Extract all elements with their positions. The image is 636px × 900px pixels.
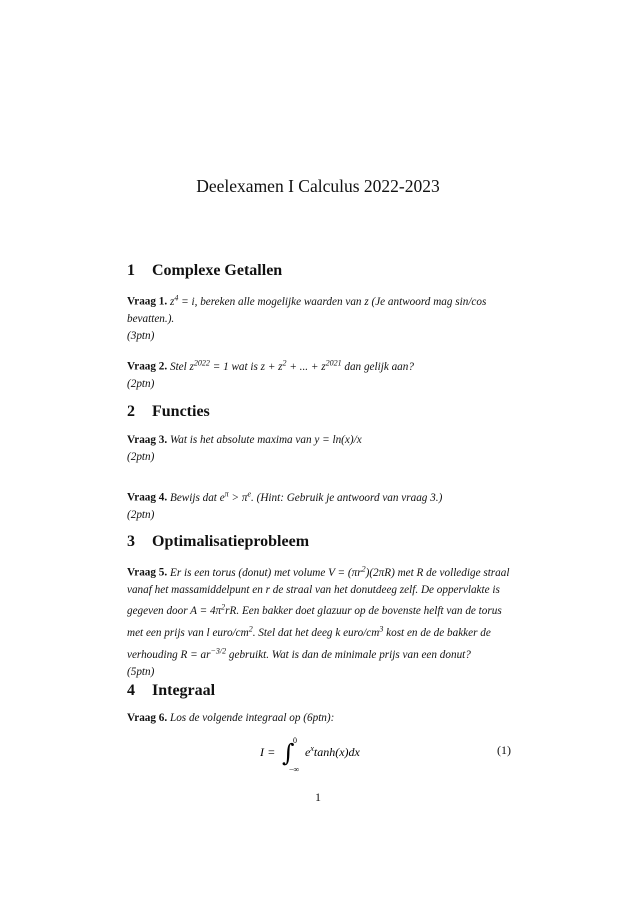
question-label: Vraag 3. bbox=[127, 434, 168, 446]
section-heading-1 bbox=[127, 262, 282, 280]
section-title: Complexe Getallen bbox=[152, 262, 283, 279]
question-6 bbox=[127, 710, 511, 727]
question-points: (5ptn) bbox=[127, 665, 155, 678]
question-points: (3ptn) bbox=[127, 329, 155, 342]
section-title: Optimalisatieprobleem bbox=[152, 533, 310, 550]
equation-number: (1) bbox=[497, 743, 511, 757]
svg-text:I: I bbox=[260, 745, 264, 759]
question-label: Vraag 1. bbox=[127, 295, 168, 308]
svg-text:extanh(x)dx: $e^x\tanh(x)dx$ bbox=[305, 744, 360, 759]
svg-text:∫: ∫ bbox=[282, 739, 295, 767]
question-label: Vraag 2. bbox=[127, 360, 168, 373]
question-5 bbox=[127, 560, 511, 681]
section-number: 1 bbox=[127, 262, 135, 279]
question-label: Vraag 4. bbox=[127, 491, 168, 504]
question-text: Bewijs dat $e^\pi > \pi^e$. (Hint: Gebruik je antwoord van vraag 3.) bbox=[169, 489, 443, 504]
question-text: Stel $z^{2022} = 1$ wat is $z + z^2$ + ... + $z^{2021}$ dan gelijk aan? bbox=[169, 358, 414, 373]
section-number: 2 bbox=[127, 403, 135, 420]
document-title: Deelexamen I Calculus 2022-2023 bbox=[196, 176, 440, 196]
question-points: (2ptn) bbox=[127, 451, 155, 463]
section-number: 4 bbox=[127, 682, 135, 699]
question-text: Er is een torus (donut) met volume $V = (\pi r^2)(2\pi R)$ met R de volledige straal vanaf het massamiddelpunt en r de straal van het donutdeeg zelf. De oppervlakte is gegeven door $A = 4\pi^2rR$. Een bakker doet glazuur op de bovenste helft van de torus met een prijs van l euro/$cm^2$. Stel dat het deeg k euro/$cm^3$ kost en de de bakker de verhouding $R = ar^{-3/2}$ gebruikt. Wat is dan de minimale prijs van een donut? bbox=[127, 564, 510, 661]
section-title: Integraal bbox=[152, 682, 216, 699]
question-label: Vraag 5. bbox=[127, 566, 168, 579]
question-points: (2ptn) bbox=[127, 508, 155, 521]
question-label: Vraag 6. bbox=[127, 712, 168, 724]
integral-formula bbox=[260, 736, 390, 774]
section-heading-4 bbox=[127, 682, 215, 700]
question-text: Wat is het absolute maxima van y = ln(x)/x bbox=[169, 434, 362, 446]
question-2 bbox=[127, 354, 511, 393]
svg-text:=: = bbox=[268, 745, 275, 759]
page-number: 1 bbox=[315, 790, 321, 804]
integral-equation bbox=[127, 733, 511, 774]
question-3 bbox=[127, 432, 511, 466]
question-4 bbox=[127, 485, 511, 524]
svg-text:−∞: −∞ bbox=[289, 765, 300, 774]
svg-text:0: 0 bbox=[293, 736, 297, 745]
question-1 bbox=[127, 289, 511, 345]
question-text: $z^4 = i$, bereken alle mogelijke waarden van z (Je antwoord mag sin/cos bevatten.). bbox=[127, 293, 487, 325]
question-points: (2ptn) bbox=[127, 377, 155, 390]
question-text: Los de volgende integraal op (6ptn): bbox=[169, 712, 335, 724]
section-heading-3 bbox=[127, 533, 309, 551]
section-heading-2 bbox=[127, 403, 210, 421]
section-title: Functies bbox=[152, 403, 210, 420]
section-number: 3 bbox=[127, 533, 135, 550]
